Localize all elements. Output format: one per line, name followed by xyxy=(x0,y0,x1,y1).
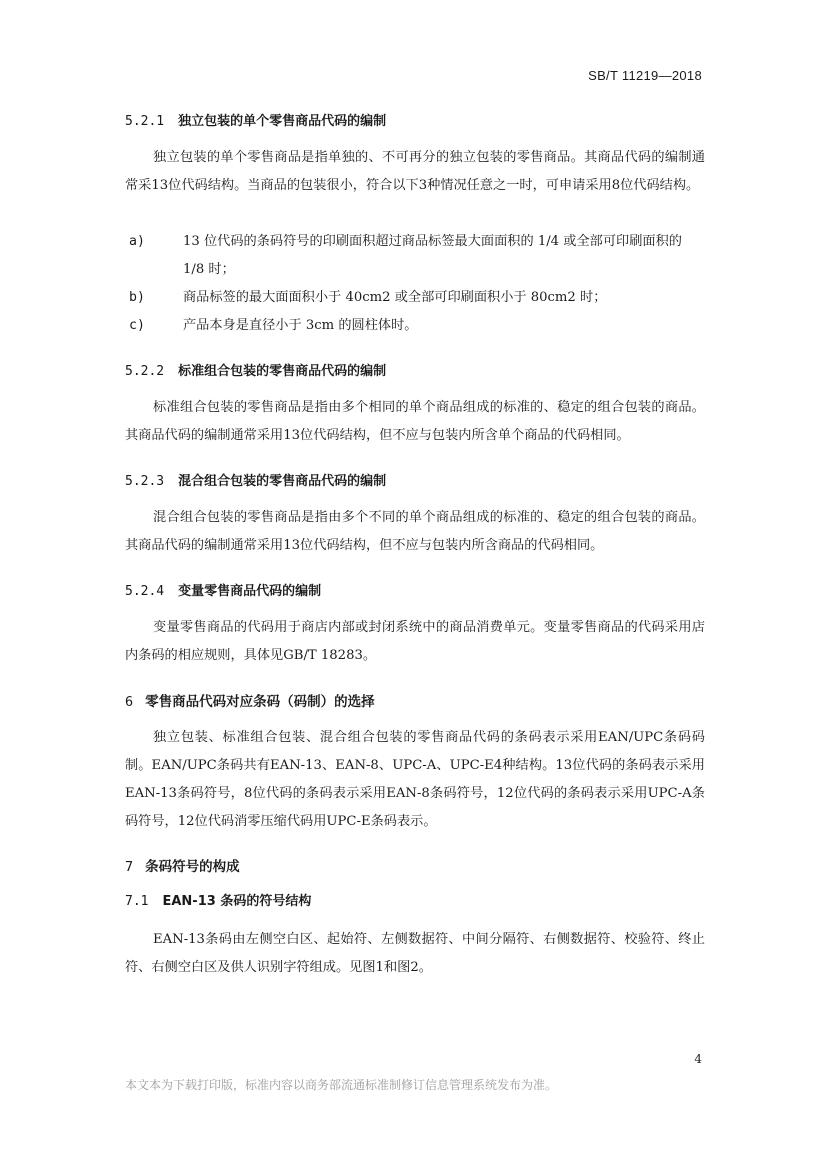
section-heading-5-2-3 xyxy=(125,470,705,489)
section-title: 零售商品代码对应条码（码制）的选择 xyxy=(145,694,375,710)
section-title: EAN-13 条码的符号结构 xyxy=(162,894,312,909)
section-number: 7.1 xyxy=(125,894,149,909)
section-heading-5-2-4 xyxy=(125,580,705,599)
section-paragraph-6: 独立包装、标准组合包装、混合组合包装的零售商品代码的条码表示采用EAN/UPC条码码制。EAN/UPC条码共有EAN-13、EAN-8、UPC-A、UPC-E4种结构。13位代码的条码表示采用EAN-13条码符号，8位代码的条码表示采用EAN-8条码符号，12位代码的条码表示采用UPC-A条码符号，12位代码消零压缩代码用UPC-E条码表示。 xyxy=(125,730,705,829)
document-code: SB/T 11219—2018 xyxy=(588,68,702,83)
list-item-mark: a) xyxy=(129,234,145,249)
section-number: 6 xyxy=(125,694,134,710)
list-item xyxy=(125,228,705,284)
section-heading-6 xyxy=(125,690,705,710)
list-item xyxy=(125,312,705,340)
list-item-text: 产品本身是直径小于 3cm 的圆柱体时。 xyxy=(183,318,418,333)
section-title: 变量零售商品代码的编制 xyxy=(178,584,322,599)
section-title: 混合组合包装的零售商品代码的编制 xyxy=(178,474,387,489)
section-number: 5.2.3 xyxy=(125,474,165,489)
section-paragraph-5-2-2: 标准组合包装的零售商品是指由多个相同的单个商品组成的标准的、稳定的组合包装的商品。其商品代码的编制通常采用13位代码结构，但不应与包装内所含单个商品的代码相同。 xyxy=(125,400,705,443)
list-item-mark: c) xyxy=(129,318,145,333)
list-item-text: 商品标签的最大面面积小于 40cm2 或全部可印刷面积小于 80cm2 时； xyxy=(183,290,607,305)
section-paragraph-5-2-1: 独立包装的单个零售商品是指单独的、不可再分的独立包装的零售商品。其商品代码的编制通常采13位代码结构。当商品的包装很小，符合以下3种情况任意之一时，可申请采用8位代码结构。 xyxy=(125,150,705,193)
section-paragraph-7-1: EAN-13条码由左侧空白区、起始符、左侧数据符、中间分隔符、右侧数据符、校验符、终止符、右侧空白区及供人识别字符组成。见图1和图2。 xyxy=(125,932,705,975)
section-heading-5-2-2 xyxy=(125,360,705,379)
section-title: 条码符号的构成 xyxy=(145,859,240,875)
section-title: 标准组合包装的零售商品代码的编制 xyxy=(178,364,387,379)
section-paragraph-5-2-3: 混合组合包装的零售商品是指由多个不同的单个商品组成的标准的、稳定的组合包装的商品。其商品代码的编制通常采用13位代码结构，但不应与包装内所含商品的代码相同。 xyxy=(125,510,705,553)
section-heading-5-2-1 xyxy=(125,110,705,129)
list-item-mark: b) xyxy=(129,290,145,305)
page-number: 4 xyxy=(694,1052,702,1066)
list-item xyxy=(125,284,705,312)
section-number: 5.2.2 xyxy=(125,364,165,379)
section-number: 5.2.4 xyxy=(125,584,165,599)
section-paragraph-5-2-4: 变量零售商品的代码用于商店内部或封闭系统中的商品消费单元。变量零售商品的代码采用店内条码的相应规则，具体见GB/T 18283。 xyxy=(125,620,705,663)
footer-note: 本文本为下载打印版，标准内容以商务部流通标准制修订信息管理系统发布为准。 xyxy=(125,1078,558,1092)
section-title: 独立包装的单个零售商品代码的编制 xyxy=(178,114,387,129)
section-number: 7 xyxy=(125,859,134,875)
section-heading-7-1 xyxy=(125,890,705,909)
conditions-list xyxy=(125,228,705,340)
list-item-text: 13 位代码的条码符号的印刷面积超过商品标签最大面面积的 1/4 或全部可印刷面积的 1/8 时； xyxy=(183,234,682,277)
section-heading-7 xyxy=(125,855,705,875)
section-number: 5.2.1 xyxy=(125,114,165,129)
